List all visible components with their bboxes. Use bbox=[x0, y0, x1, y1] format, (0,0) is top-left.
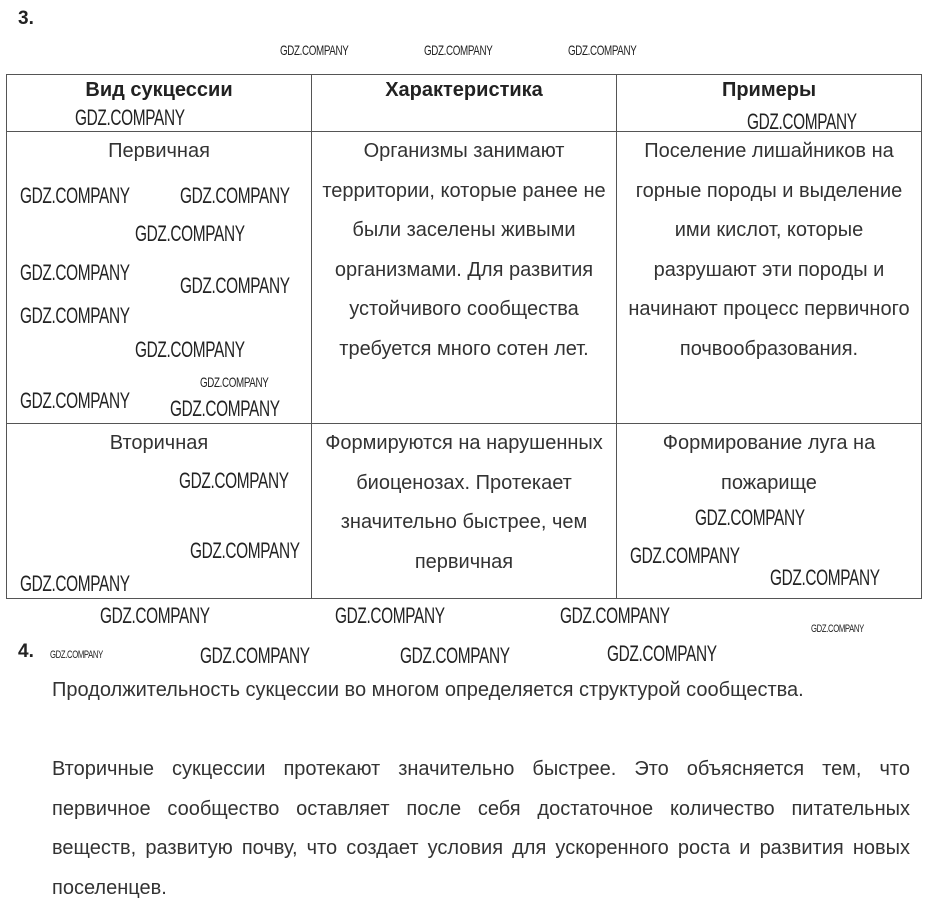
answer-paragraph: Вторичные сукцессии протекают значительно быстрее. Это объясняется тем, что первичное сообщество оставляет после себя достаточное количество питательных веществ, развитую почву, что создает условия для ускоренного роста и развития новых поселенцев. bbox=[52, 758, 910, 899]
cell-characteristic: Формируются на нарушенных биоценозах. Протекает значительно быстрее, чем первичная bbox=[312, 424, 617, 599]
watermark: GDZ.COMPANY bbox=[135, 221, 245, 246]
watermark: GDZ.COMPANY bbox=[770, 565, 880, 590]
watermark: GDZ.COMPANY bbox=[180, 273, 290, 298]
watermark: GDZ.COMPANY bbox=[400, 643, 510, 668]
watermark: GDZ.COMPANY bbox=[811, 623, 864, 635]
watermark: GDZ.COMPANY bbox=[747, 109, 857, 134]
watermark: GDZ.COMPANY bbox=[200, 643, 310, 668]
header-characteristic: Характеристика bbox=[312, 75, 617, 132]
table-row bbox=[7, 132, 922, 424]
cell-type: Вторичная bbox=[7, 424, 312, 599]
header-type: Вид сукцессии bbox=[7, 75, 312, 132]
watermark: GDZ.COMPANY bbox=[607, 641, 717, 666]
cell-type: Первичная bbox=[7, 132, 312, 424]
watermark: GDZ.COMPANY bbox=[280, 42, 349, 58]
watermark: GDZ.COMPANY bbox=[135, 337, 245, 362]
cell-examples: Формирование луга на пожарище bbox=[617, 424, 922, 599]
watermark: GDZ.COMPANY bbox=[170, 396, 280, 421]
watermark: GDZ.COMPANY bbox=[424, 42, 493, 58]
watermark: GDZ.COMPANY bbox=[75, 105, 185, 130]
watermark: GDZ.COMPANY bbox=[630, 543, 740, 568]
watermark: GDZ.COMPANY bbox=[20, 303, 130, 328]
watermark: GDZ.COMPANY bbox=[568, 42, 637, 58]
watermark: GDZ.COMPANY bbox=[200, 374, 269, 390]
watermark: GDZ.COMPANY bbox=[50, 649, 103, 661]
watermark: GDZ.COMPANY bbox=[179, 468, 289, 493]
cell-characteristic: Организмы занимают территории, которые ранее не были заселены живыми организмами. Для развития устойчивого сообщества требуется много сотен лет. bbox=[312, 132, 617, 424]
task-4-number: 4. bbox=[18, 641, 34, 662]
watermark: GDZ.COMPANY bbox=[190, 538, 300, 563]
watermark: GDZ.COMPANY bbox=[560, 603, 670, 628]
watermark: GDZ.COMPANY bbox=[100, 603, 210, 628]
watermark: GDZ.COMPANY bbox=[335, 603, 445, 628]
watermark: GDZ.COMPANY bbox=[180, 183, 290, 208]
watermark: GDZ.COMPANY bbox=[695, 505, 805, 530]
watermark: GDZ.COMPANY bbox=[20, 183, 130, 208]
task-3-number: 3. bbox=[18, 8, 34, 29]
watermark: GDZ.COMPANY bbox=[20, 260, 130, 285]
header-examples: Примеры bbox=[617, 75, 922, 132]
watermark: GDZ.COMPANY bbox=[20, 388, 130, 413]
watermark: GDZ.COMPANY bbox=[20, 571, 130, 596]
cell-examples: Поселение лишайников на горные породы и выделение ими кислот, которые разрушают эти породы и начинают процесс первичного почвообразования. bbox=[617, 132, 922, 424]
answer-paragraph: Продолжительность сукцессии во многом определяется структурой сообщества. bbox=[52, 679, 804, 701]
